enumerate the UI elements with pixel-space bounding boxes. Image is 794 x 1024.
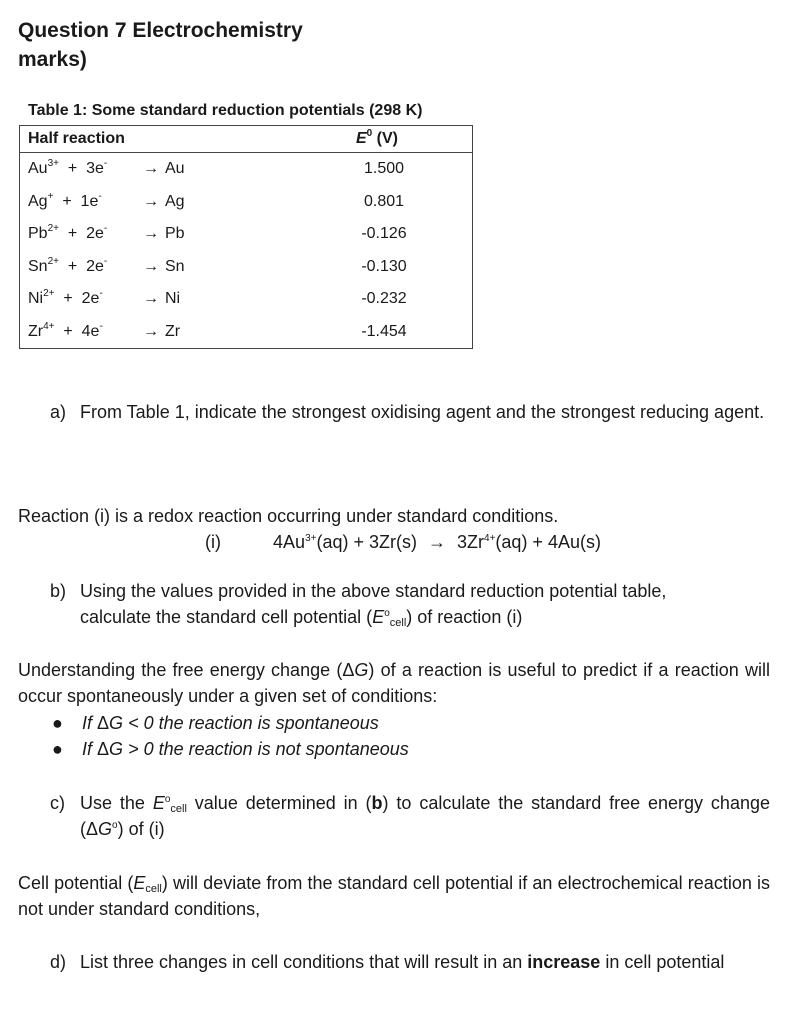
electron-charge: - xyxy=(103,255,108,267)
g-symbol: G xyxy=(109,713,124,733)
product-au: (aq) + 4Au(s) xyxy=(495,532,601,552)
ion-charge: 4+ xyxy=(43,320,55,332)
question-c xyxy=(50,790,770,842)
table-row xyxy=(20,283,473,316)
potential-number: -0.232 xyxy=(361,290,407,308)
half-reaction-product xyxy=(143,251,328,284)
arrow-icon: → xyxy=(143,160,159,178)
au-charge: 3+ xyxy=(305,533,317,544)
e-cell-symbol: E xyxy=(152,793,165,813)
table-row xyxy=(20,153,473,186)
plus-sign: + xyxy=(62,192,72,210)
electron-charge: - xyxy=(103,158,108,170)
delta-symbol: Δ xyxy=(97,739,110,759)
reaction-intro: Reaction (i) is a redox reaction occurring under standard conditions. xyxy=(18,506,559,526)
qc-text-c: ) to calculate the standard free energy change ( xyxy=(80,793,770,839)
half-reaction-reactants xyxy=(20,251,144,284)
product: Zr xyxy=(165,322,181,340)
e-cell-sub: cell xyxy=(170,803,187,815)
bullet1-pre: If xyxy=(82,713,98,733)
title-line-1: Question 7 Electrochemistry xyxy=(18,19,303,42)
spontaneity-bullets xyxy=(52,710,752,762)
e-cell-symbol: E xyxy=(133,873,146,893)
electron-charge: - xyxy=(98,190,102,202)
reaction-equation xyxy=(205,529,601,555)
half-reaction-product xyxy=(143,316,328,349)
e-superscript: 0 xyxy=(366,128,373,139)
qc-text-b: value determined in ( xyxy=(186,793,372,813)
half-reaction-product xyxy=(143,153,328,186)
delta-symbol: Δ xyxy=(86,819,99,839)
page-title xyxy=(18,16,358,74)
bullet-not-spontaneous xyxy=(52,736,752,762)
product: Pb xyxy=(165,225,185,243)
header-half-reaction: Half reaction xyxy=(20,126,329,153)
cp-text-b: ) will deviate from the standard cell potential if an electrochemical reaction is not under standard conditions, xyxy=(18,873,770,919)
potential-value xyxy=(328,186,473,219)
plus-sign: + xyxy=(63,290,73,308)
potential-number: -1.454 xyxy=(361,322,407,340)
question-c-text xyxy=(80,790,770,842)
arrow-icon: → xyxy=(143,322,159,340)
potential-value xyxy=(328,316,473,349)
half-reaction-reactants xyxy=(20,283,144,316)
ion: Ni xyxy=(28,290,44,308)
zr-charge: 4+ xyxy=(484,533,496,544)
question-d-label: d) xyxy=(50,952,67,972)
potential-number: 1.500 xyxy=(363,160,405,178)
product: Sn xyxy=(165,257,185,275)
ion-charge: + xyxy=(47,190,54,202)
electron-charge: - xyxy=(103,223,108,235)
question-b-text-a: calculate the standard cell potential ( xyxy=(80,607,373,627)
table-row xyxy=(20,316,473,349)
g-sup: o xyxy=(112,820,118,831)
plus-sign: + xyxy=(67,160,78,178)
title-line-2: marks) xyxy=(18,48,87,71)
e-cell-sub: cell xyxy=(389,617,407,629)
table-row xyxy=(20,218,473,251)
reactant-zr: (aq) + 3Zr(s) xyxy=(316,532,417,552)
table-row xyxy=(20,186,473,219)
cell-potential-paragraph xyxy=(18,870,770,922)
e-unit: (V) xyxy=(372,130,399,147)
half-reaction-product xyxy=(143,283,328,316)
half-reaction-reactants xyxy=(20,316,144,349)
ion: Ag xyxy=(28,192,48,210)
table-header-row xyxy=(20,126,473,153)
product: Ni xyxy=(165,290,181,308)
arrow-icon: → xyxy=(143,225,159,243)
potential-number: -0.126 xyxy=(361,225,407,243)
question-a-text: From Table 1, indicate the strongest oxidising agent and the strongest reducing agent. xyxy=(80,402,765,422)
free-energy-text-b: ) of a reaction is useful to predict if a reaction will occur spontaneously under a given set of conditions: xyxy=(18,660,770,706)
product: Au xyxy=(165,160,185,178)
electrons: 2e xyxy=(86,225,104,243)
g-symbol: G xyxy=(109,739,124,759)
e-cell-symbol: E xyxy=(372,607,385,627)
potential-value xyxy=(328,251,473,284)
question-b xyxy=(50,578,770,630)
bullet-icon: ● xyxy=(52,739,63,759)
cp-text-a: Cell potential ( xyxy=(18,873,134,893)
ion: Sn xyxy=(28,257,48,275)
electrons: 3e xyxy=(86,160,104,178)
reaction-arrow: → xyxy=(428,532,446,552)
ion-charge: 3+ xyxy=(47,158,59,170)
half-reaction-reactants xyxy=(20,186,144,219)
question-a-label: a) xyxy=(50,402,67,422)
e-cell-sup: o xyxy=(384,608,390,619)
ion: Au xyxy=(28,160,48,178)
question-b-line1: Using the values provided in the above standard reduction potential table, xyxy=(80,581,667,601)
product-zr: 3Zr xyxy=(457,532,485,552)
half-reaction-reactants xyxy=(20,218,144,251)
qc-bold-b: b xyxy=(371,793,383,813)
bullet-spontaneous xyxy=(52,710,752,736)
electrons: 4e xyxy=(81,322,100,340)
qc-text-d: ) of (i) xyxy=(117,819,165,839)
delta-symbol: Δ xyxy=(342,660,355,680)
bullet1-post: < 0 the reaction is spontaneous xyxy=(123,713,379,733)
ion-charge: 2+ xyxy=(47,255,59,267)
qd-text-a: List three changes in cell conditions that will result in an xyxy=(80,952,528,972)
ion-charge: 2+ xyxy=(47,223,59,235)
g-symbol: G xyxy=(354,660,369,680)
potential-value xyxy=(328,218,473,251)
reduction-potentials-table xyxy=(19,125,473,349)
question-a xyxy=(50,399,770,425)
reactant-au: 4Au xyxy=(273,532,306,552)
arrow-icon: → xyxy=(143,192,159,210)
ion-charge: 2+ xyxy=(43,288,55,300)
electron-charge: - xyxy=(99,288,103,300)
plus-sign: + xyxy=(67,225,78,243)
potential-value xyxy=(328,283,473,316)
bullet2-pre: If xyxy=(82,739,98,759)
free-energy-text-a: Understanding the free energy change ( xyxy=(18,660,343,680)
question-d xyxy=(50,949,770,975)
electron-charge: - xyxy=(99,320,103,332)
question-b-label: b) xyxy=(50,581,67,601)
question-b-text xyxy=(80,578,770,630)
qc-text-a: Use the xyxy=(80,793,153,813)
electrons: 1e xyxy=(80,192,99,210)
potential-value xyxy=(328,153,473,186)
free-energy-paragraph xyxy=(18,657,770,709)
qd-bold: increase xyxy=(527,952,601,972)
half-reaction-product xyxy=(143,186,328,219)
table-row xyxy=(20,251,473,284)
product: Ag xyxy=(165,192,185,210)
potential-number: -0.130 xyxy=(361,257,407,275)
bullet-icon: ● xyxy=(52,713,63,733)
electrons: 2e xyxy=(86,257,104,275)
ion: Zr xyxy=(28,322,44,340)
question-c-label: c) xyxy=(50,793,65,813)
reaction-label: (i) xyxy=(205,532,221,552)
ion: Pb xyxy=(28,225,48,243)
half-reaction-product xyxy=(143,218,328,251)
question-b-text-b: ) of reaction (i) xyxy=(406,607,523,627)
g-symbol: G xyxy=(98,819,113,839)
qd-text-b: in cell potential xyxy=(600,952,725,972)
table-caption: Table 1: Some standard reduction potentials (298 K) xyxy=(28,102,423,119)
plus-sign: + xyxy=(67,257,78,275)
half-reaction-reactants xyxy=(20,153,144,186)
delta-symbol: Δ xyxy=(97,713,110,733)
arrow-icon: → xyxy=(143,257,159,275)
arrow-icon: → xyxy=(143,290,159,308)
e-cell-sub: cell xyxy=(145,883,162,895)
e-cell-sup: o xyxy=(164,794,171,805)
potential-number: 0.801 xyxy=(363,192,405,210)
electrons: 2e xyxy=(81,290,100,308)
header-e-volts xyxy=(328,126,473,153)
question-d-text xyxy=(80,949,770,975)
plus-sign: + xyxy=(63,322,73,340)
bullet2-post: > 0 the reaction is not spontaneous xyxy=(123,739,409,759)
e-symbol: E xyxy=(356,130,367,147)
